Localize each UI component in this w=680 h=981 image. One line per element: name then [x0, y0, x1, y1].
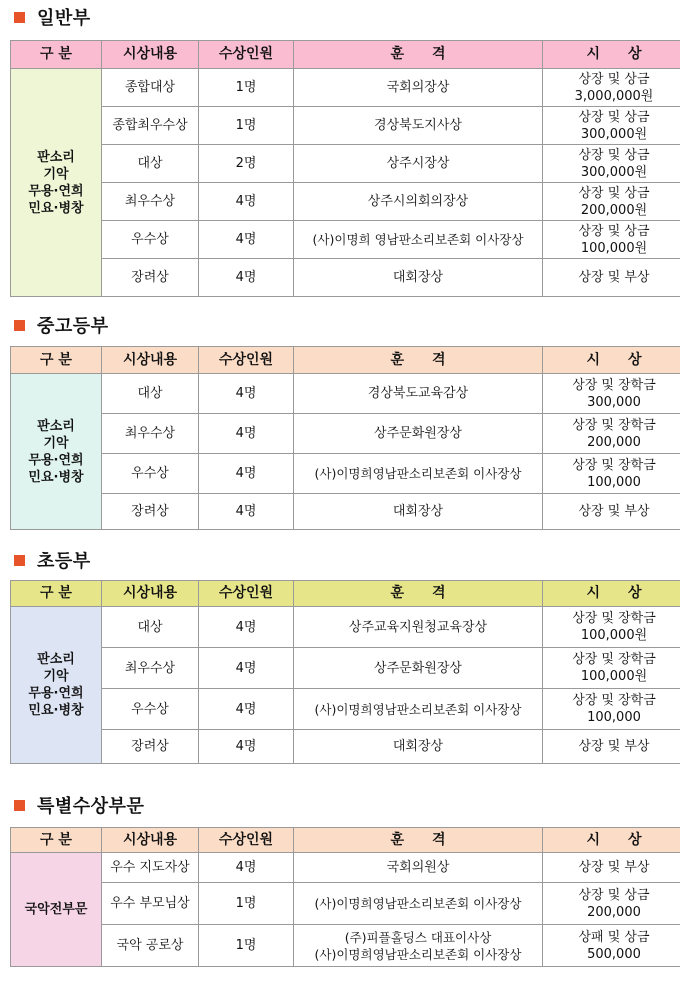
- prize-cell: [543, 414, 680, 454]
- prize-line: 상장 및 장학금: [572, 693, 656, 708]
- header-category: 구 분: [11, 828, 102, 853]
- category-line: 기악: [43, 435, 69, 451]
- category-line: 기악: [43, 166, 69, 182]
- prize-line: 200,000: [587, 904, 641, 920]
- category-cell: [11, 853, 102, 967]
- header-award: 시상내용: [102, 41, 199, 69]
- secondary-award-table: [10, 346, 680, 530]
- table-row: [11, 648, 680, 689]
- honor-cell: 대회장상: [294, 730, 543, 764]
- prize-line: 상장 및 상금: [578, 887, 650, 903]
- honor-cell: 대회장상: [294, 494, 543, 530]
- award-cell: 우수 지도자상: [102, 853, 199, 883]
- category-line: 민요·병창: [28, 703, 84, 718]
- header-count: 수상인원: [199, 828, 294, 853]
- count-cell: 4명: [199, 730, 294, 764]
- count-cell: 4명: [199, 414, 294, 454]
- prize-cell: 상장 및 부상: [543, 730, 680, 764]
- section-title-secondary: [10, 312, 109, 338]
- table-row: [11, 925, 680, 967]
- honor-cell: 상주시의회의장상: [294, 183, 543, 221]
- header-category: 구 분: [11, 581, 102, 607]
- honor-cell: (사)이명희영남판소리보존회 이사장상: [294, 454, 543, 494]
- honor-cell: [294, 925, 543, 967]
- category-line: 판소리: [37, 652, 75, 667]
- prize-line: 상장 및 장학금: [572, 377, 656, 393]
- award-cell: 최우수상: [102, 414, 199, 454]
- table-row: [11, 853, 680, 883]
- prize-line: 상장 및 상금: [578, 223, 650, 239]
- table-row: [11, 730, 680, 764]
- table-row: [11, 494, 680, 530]
- table-row: [11, 107, 680, 145]
- count-cell: 2명: [199, 145, 294, 183]
- award-cell: 장려상: [102, 494, 199, 530]
- table-row: [11, 145, 680, 183]
- prize-cell: [543, 454, 680, 494]
- count-cell: 4명: [199, 183, 294, 221]
- header-honor: 훈 격: [294, 581, 543, 607]
- section-title-general: [10, 4, 91, 30]
- prize-cell: 상장 및 부상: [543, 494, 680, 530]
- honor-line: (사)이명희영남판소리보존회 이사장상: [314, 946, 522, 962]
- award-cell: 우수상: [102, 221, 199, 259]
- prize-line: 100,000: [587, 710, 641, 725]
- category-cell: [11, 374, 102, 530]
- prize-line: 100,000원: [580, 628, 648, 643]
- elementary-award-table: [10, 580, 680, 764]
- section-title-special: [10, 792, 144, 818]
- prize-cell: 상장 및 부상: [543, 853, 680, 883]
- category-line: 민요·병창: [28, 200, 84, 216]
- header-award: 시상내용: [102, 581, 199, 607]
- header-count: 수상인원: [199, 347, 294, 374]
- prize-line: 상장 및 장학금: [572, 457, 656, 473]
- header-honor: 훈 격: [294, 41, 543, 69]
- header-category: 구 분: [11, 347, 102, 374]
- honor-cell: 상주문화원장상: [294, 414, 543, 454]
- category-line: 무용·연희: [28, 452, 84, 468]
- count-cell: 4명: [199, 648, 294, 689]
- honor-cell: (사)이명희영남판소리보존회 이사장상: [294, 689, 543, 730]
- section-title-text: 중고등부: [37, 316, 109, 337]
- count-cell: 4명: [199, 494, 294, 530]
- category-line: 민요·병창: [28, 469, 84, 485]
- category-line: 무용·연희: [28, 183, 84, 199]
- honor-cell: 국회의장상: [294, 69, 543, 107]
- table-row: [11, 259, 680, 297]
- award-cell: 종합대상: [102, 69, 199, 107]
- honor-cell: 상주교육지원청교육장상: [294, 607, 543, 648]
- prize-cell: [543, 69, 680, 107]
- header-prize: 시 상: [543, 41, 680, 69]
- category-cell: [11, 69, 102, 297]
- bullet-square-icon: [14, 800, 25, 811]
- honor-cell: 경상북도지사상: [294, 107, 543, 145]
- honor-cell: 경상북도교육감상: [294, 374, 543, 414]
- award-cell: 국악 공로상: [102, 925, 199, 967]
- section-title-text: 특별수상부문: [37, 796, 145, 817]
- prize-line: 300,000원: [580, 164, 648, 180]
- honor-cell: (사)이명희영남판소리보존회 이사장상: [294, 883, 543, 925]
- prize-line: 100,000원: [580, 669, 648, 684]
- award-cell: 대상: [102, 607, 199, 648]
- prize-line: 100,000원: [580, 240, 648, 256]
- count-cell: 4명: [199, 853, 294, 883]
- bullet-square-icon: [14, 12, 25, 23]
- table-row: [11, 883, 680, 925]
- category-line: 판소리: [37, 149, 75, 165]
- award-cell: 최우수상: [102, 648, 199, 689]
- table-row: [11, 689, 680, 730]
- award-cell: 대상: [102, 374, 199, 414]
- header-count: 수상인원: [199, 41, 294, 69]
- prize-cell: [543, 107, 680, 145]
- header-prize: 시 상: [543, 828, 680, 853]
- honor-cell: 대회장상: [294, 259, 543, 297]
- award-cell: 장려상: [102, 259, 199, 297]
- award-cell: 종합최우수상: [102, 107, 199, 145]
- award-cell: 장려상: [102, 730, 199, 764]
- count-cell: 1명: [199, 883, 294, 925]
- prize-line: 상장 및 상금: [578, 109, 650, 125]
- section-title-text: 일반부: [37, 8, 91, 29]
- header-prize: 시 상: [543, 581, 680, 607]
- prize-line: 300,000원: [580, 126, 648, 142]
- prize-line: 상장 및 상금: [578, 185, 650, 201]
- prize-cell: 상장 및 부상: [543, 259, 680, 297]
- count-cell: 4명: [199, 221, 294, 259]
- honor-cell: 국회의원상: [294, 853, 543, 883]
- bullet-square-icon: [14, 555, 25, 566]
- header-row: [11, 581, 680, 607]
- category-line: 무용·연희: [28, 686, 84, 701]
- honor-cell: (사)이명희 영남판소리보존회 이사장상: [294, 221, 543, 259]
- header-category: 구 분: [11, 41, 102, 69]
- prize-line: 3,000,000원: [574, 88, 654, 104]
- count-cell: 1명: [199, 925, 294, 967]
- prize-line: 상장 및 장학금: [572, 611, 656, 626]
- prize-line: 200,000: [587, 434, 641, 450]
- prize-line: 200,000원: [580, 202, 648, 218]
- header-row: [11, 828, 680, 853]
- prize-line: 상장 및 장학금: [572, 652, 656, 667]
- prize-cell: [543, 145, 680, 183]
- prize-cell: [543, 925, 680, 967]
- prize-line: 상장 및 상금: [578, 147, 650, 163]
- award-cell: 대상: [102, 145, 199, 183]
- header-row: [11, 41, 680, 69]
- header-honor: 훈 격: [294, 828, 543, 853]
- table-row: [11, 414, 680, 454]
- category-cell: [11, 607, 102, 764]
- table-row: [11, 607, 680, 648]
- header-count: 수상인원: [199, 581, 294, 607]
- honor-cell: 상주시장상: [294, 145, 543, 183]
- prize-cell: [543, 648, 680, 689]
- prize-cell: [543, 183, 680, 221]
- prize-line: 상장 및 상금: [578, 71, 650, 87]
- prize-cell: [543, 221, 680, 259]
- prize-line: 300,000: [587, 394, 641, 410]
- honor-cell: 상주문화원장상: [294, 648, 543, 689]
- honor-line: (주)피플홀딩스 대표이사상: [344, 929, 492, 945]
- count-cell: 4명: [199, 689, 294, 730]
- table-row: [11, 454, 680, 494]
- table-row: [11, 221, 680, 259]
- header-award: 시상내용: [102, 347, 199, 374]
- prize-cell: [543, 607, 680, 648]
- prize-cell: [543, 374, 680, 414]
- header-prize: 시 상: [543, 347, 680, 374]
- table-row: [11, 69, 680, 107]
- header-award: 시상내용: [102, 828, 199, 853]
- count-cell: 1명: [199, 69, 294, 107]
- prize-line: 상패 및 상금: [578, 929, 650, 945]
- prize-line: 100,000: [587, 474, 641, 490]
- prize-line: 500,000: [587, 946, 641, 962]
- section-title-text: 초등부: [37, 551, 91, 572]
- category-line: 판소리: [37, 418, 75, 434]
- category-line: 기악: [43, 669, 69, 684]
- count-cell: 4명: [199, 454, 294, 494]
- special-award-table: [10, 827, 680, 967]
- award-cell: 우수 부모님상: [102, 883, 199, 925]
- category-line: 국악전부문: [24, 902, 88, 917]
- award-cell: 우수상: [102, 689, 199, 730]
- award-cell: 우수상: [102, 454, 199, 494]
- count-cell: 1명: [199, 107, 294, 145]
- table-row: [11, 374, 680, 414]
- header-row: [11, 347, 680, 374]
- count-cell: 4명: [199, 607, 294, 648]
- general-award-table: [10, 40, 680, 297]
- section-title-elementary: [10, 547, 91, 573]
- count-cell: 4명: [199, 259, 294, 297]
- bullet-square-icon: [14, 320, 25, 331]
- table-row: [11, 183, 680, 221]
- header-honor: 훈 격: [294, 347, 543, 374]
- award-cell: 최우수상: [102, 183, 199, 221]
- prize-cell: [543, 689, 680, 730]
- prize-line: 상장 및 장학금: [572, 417, 656, 433]
- count-cell: 4명: [199, 374, 294, 414]
- prize-cell: [543, 883, 680, 925]
